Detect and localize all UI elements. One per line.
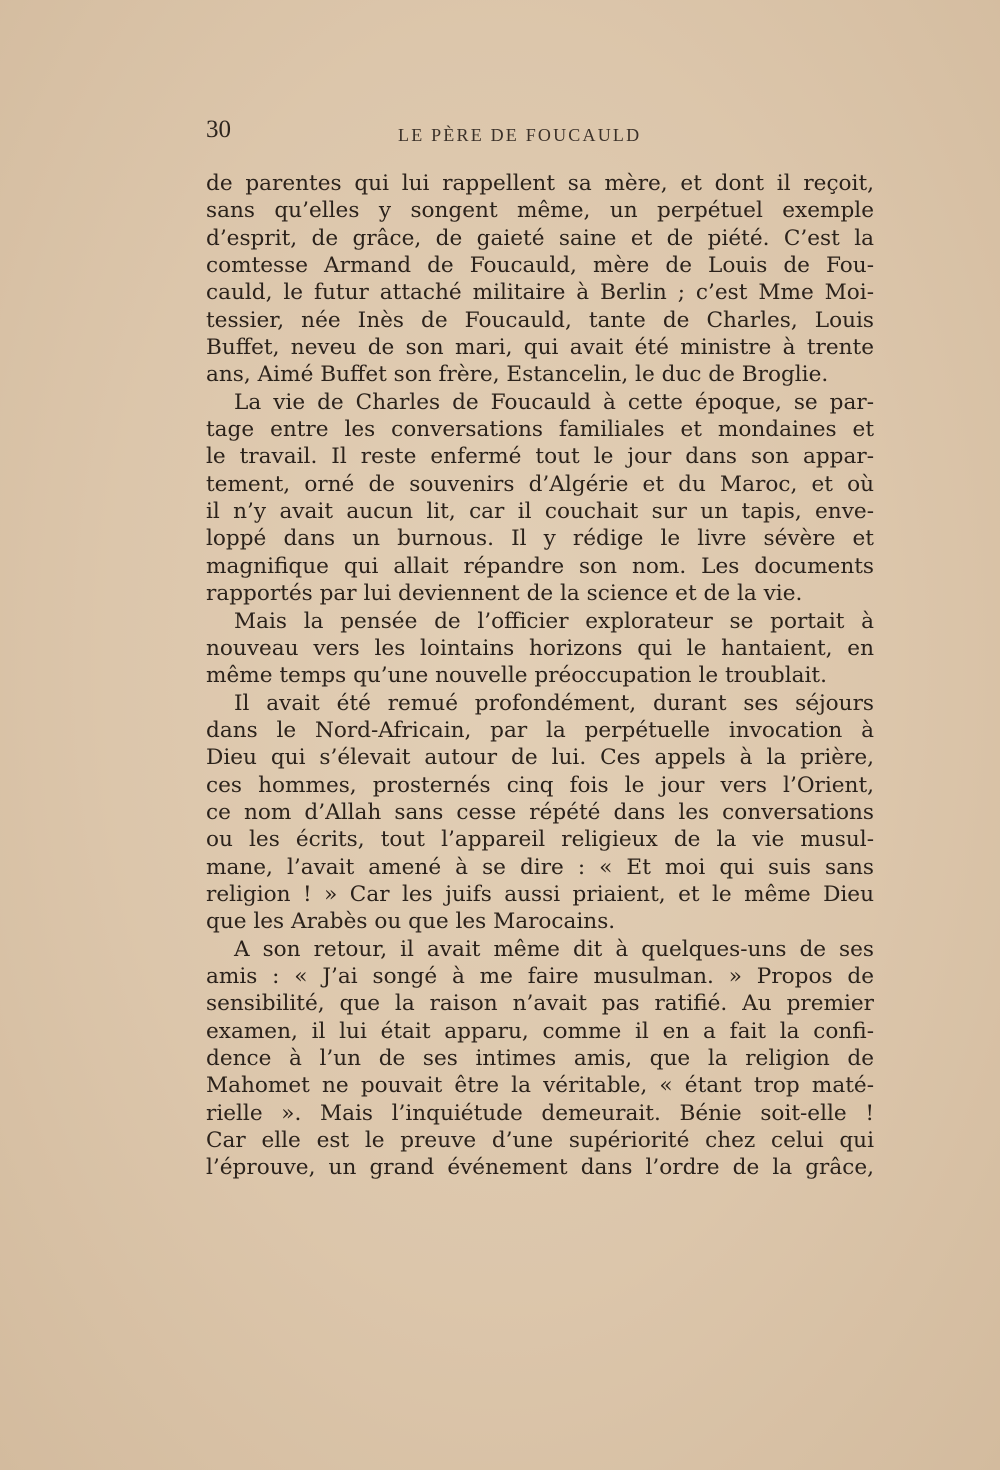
text-line: que les Arabès ou que les Marocains. bbox=[206, 909, 616, 935]
text-line: tement, orné de souvenirs d’Algérie et du Maroc, et où bbox=[206, 471, 874, 497]
text-line: Mahomet ne pouvait être la véritable, « étant trop maté- bbox=[206, 1073, 874, 1099]
text-line: amis : « J’ai songé à me faire musulman. » Propos de bbox=[206, 963, 874, 989]
text-line: de parentes qui lui rappellent sa mère, et dont il reçoit, bbox=[206, 171, 874, 196]
text-line: l’éprouve, un grand événement dans l’ordre de la grâce, bbox=[206, 1155, 874, 1181]
text-line: tage entre les conversations familiales et mondaines et bbox=[206, 417, 874, 443]
text-line: rapportés par lui deviennent de la science et de la vie. bbox=[206, 581, 803, 607]
text-line: ou les écrits, tout l’appareil religieux de la vie musul- bbox=[206, 827, 874, 853]
text-line: religion ! » Car les juifs aussi priaient, et le même Dieu bbox=[206, 881, 874, 907]
text-line: A son retour, il avait même dit à quelques-uns de ses bbox=[234, 936, 874, 962]
text-line: magnifique qui allait répandre son nom. Les documents bbox=[206, 553, 874, 579]
text-line: Il avait été remué profondément, durant ses séjours bbox=[234, 690, 874, 716]
text-line: La vie de Charles de Foucauld à cette époque, se par- bbox=[234, 389, 874, 415]
text-line: même temps qu’une nouvelle préoccupation le troublait. bbox=[206, 663, 827, 689]
text-line: d’esprit, de grâce, de gaieté saine et de piété. C’est la bbox=[206, 225, 874, 251]
text-line: nouveau vers les lointains horizons qui le hantaient, en bbox=[206, 635, 874, 661]
text-line: ces hommes, prosternés cinq fois le jour vers l’Orient, bbox=[206, 772, 874, 798]
text-line: examen, il lui était apparu, comme il en a fait la confi- bbox=[206, 1018, 874, 1044]
text-line: ce nom d’Allah sans cesse répété dans les conversations bbox=[206, 799, 874, 825]
text-line: comtesse Armand de Foucauld, mère de Louis de Fou- bbox=[206, 253, 874, 279]
text-line: loppé dans un burnous. Il y rédige le livre sévère et bbox=[206, 526, 874, 552]
text-line: ans, Aimé Buffet son frère, Estancelin, le duc de Broglie. bbox=[206, 362, 829, 388]
text-line: rielle ». Mais l’inquiétude demeurait. Bénie soit-elle ! bbox=[206, 1100, 874, 1126]
running-head: LE PÈRE DE FOUCAULD bbox=[398, 125, 642, 145]
body-text bbox=[206, 170, 874, 1182]
text-line: tessier, née Inès de Foucauld, tante de Charles, Louis bbox=[206, 307, 874, 333]
text-line: Dieu qui s’élevait autour de lui. Ces appels à la prière, bbox=[206, 745, 874, 771]
text-line: dans le Nord-Africain, par la perpétuelle invocation à bbox=[206, 717, 874, 743]
text-line: Mais la pensée de l’officier explorateur se portait à bbox=[234, 608, 874, 634]
text-line: dence à l’un de ses intimes amis, que la religion de bbox=[206, 1046, 874, 1071]
text-line: sensibilité, que la raison n’avait pas ratifié. Au premier bbox=[206, 991, 874, 1017]
text-line: cauld, le futur attaché militaire à Berlin ; c’est Mme Moi- bbox=[206, 280, 874, 306]
text-line: Car elle est le preuve d’une supériorité chez celui qui bbox=[206, 1128, 874, 1154]
page-number: 30 bbox=[206, 116, 231, 143]
text-line: mane, l’avait amené à se dire : « Et moi qui suis sans bbox=[206, 854, 874, 880]
text-line: le travail. Il reste enfermé tout le jour dans son appar- bbox=[206, 444, 874, 470]
text-line: Buffet, neveu de son mari, qui avait été ministre à trente bbox=[206, 335, 874, 361]
text-line: il n’y avait aucun lit, car il couchait sur un tapis, enve- bbox=[206, 499, 874, 525]
text-line: sans qu’elles y songent même, un perpétuel exemple bbox=[206, 198, 874, 224]
